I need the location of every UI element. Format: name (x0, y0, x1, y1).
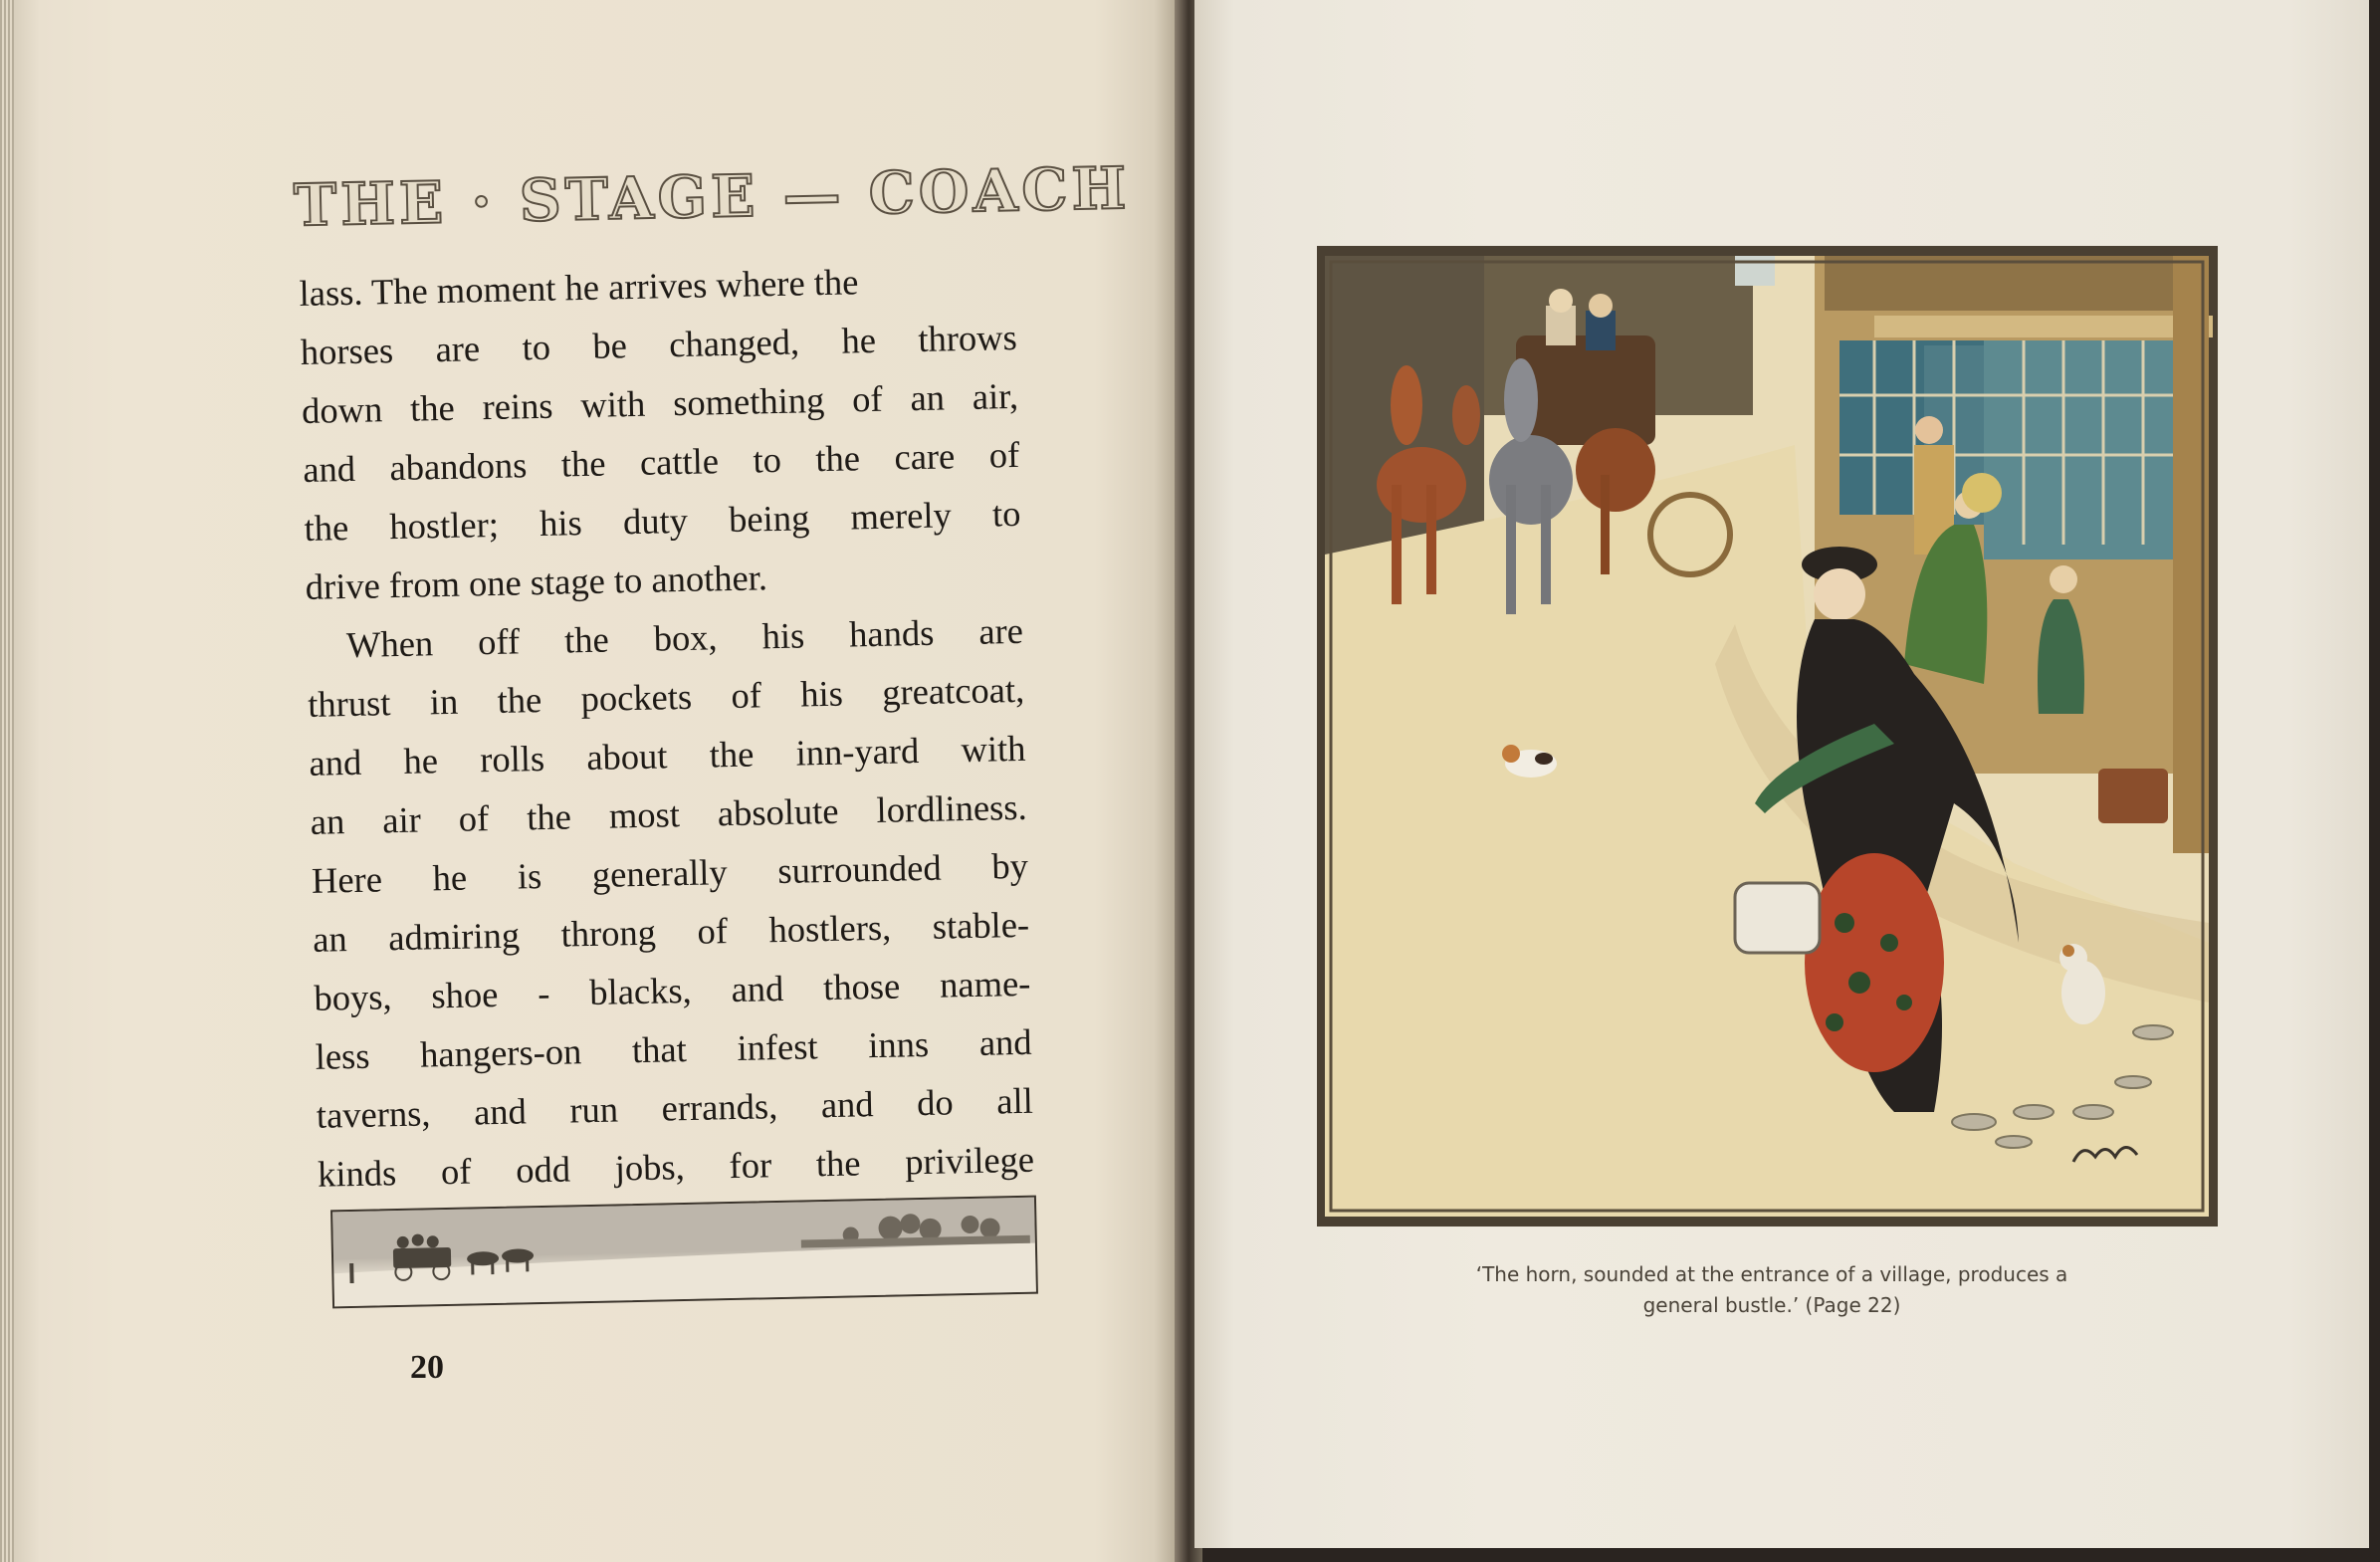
text-line: kinds of odd jobs, for the privilege (317, 1138, 1035, 1195)
caption-line: general bustle.’ (Page 22) (1642, 1293, 1901, 1317)
page-number: 20 (410, 1349, 444, 1386)
text-line: drive from one stage to another. (305, 557, 768, 607)
text-line: boys, shoe - blacks, and those name- (314, 962, 1031, 1018)
text-line: thrust in the pockets of his greatcoat, (307, 668, 1025, 725)
text-line: taverns, and run errands, and do all (316, 1079, 1034, 1136)
body-text (299, 249, 1035, 1204)
text-line: lass. The moment he arrives where the (299, 261, 859, 314)
text-line: an admiring throng of hostlers, stable- (312, 903, 1030, 960)
text-line: When off the box, his hands are (345, 609, 1024, 666)
text-line: an air of the most absolute lordliness. (310, 785, 1028, 842)
text-line: and he rolls about the inn-yard with (309, 727, 1026, 783)
left-page (0, 0, 1185, 1562)
caption-line: ‘The horn, sounded at the entrance of a village, produces a (1475, 1262, 2068, 1286)
vignette-illustration (330, 1196, 1038, 1309)
color-plate-illustration (1317, 246, 2218, 1227)
running-head: THE · STAGE — COACH (293, 153, 1132, 240)
text-line: and abandons the cattle to the care of (302, 433, 1020, 490)
plate-caption (1384, 1259, 2160, 1321)
text-line: the hostler; his duty being merely to (304, 492, 1021, 549)
text-line: horses are to be changed, he throws (300, 316, 1018, 372)
text-line: Here he is generally surrounded by (311, 844, 1029, 901)
text-line: down the reins with something of an air, (301, 374, 1019, 431)
text-line: less hangers-on that infest inns and (315, 1020, 1032, 1077)
